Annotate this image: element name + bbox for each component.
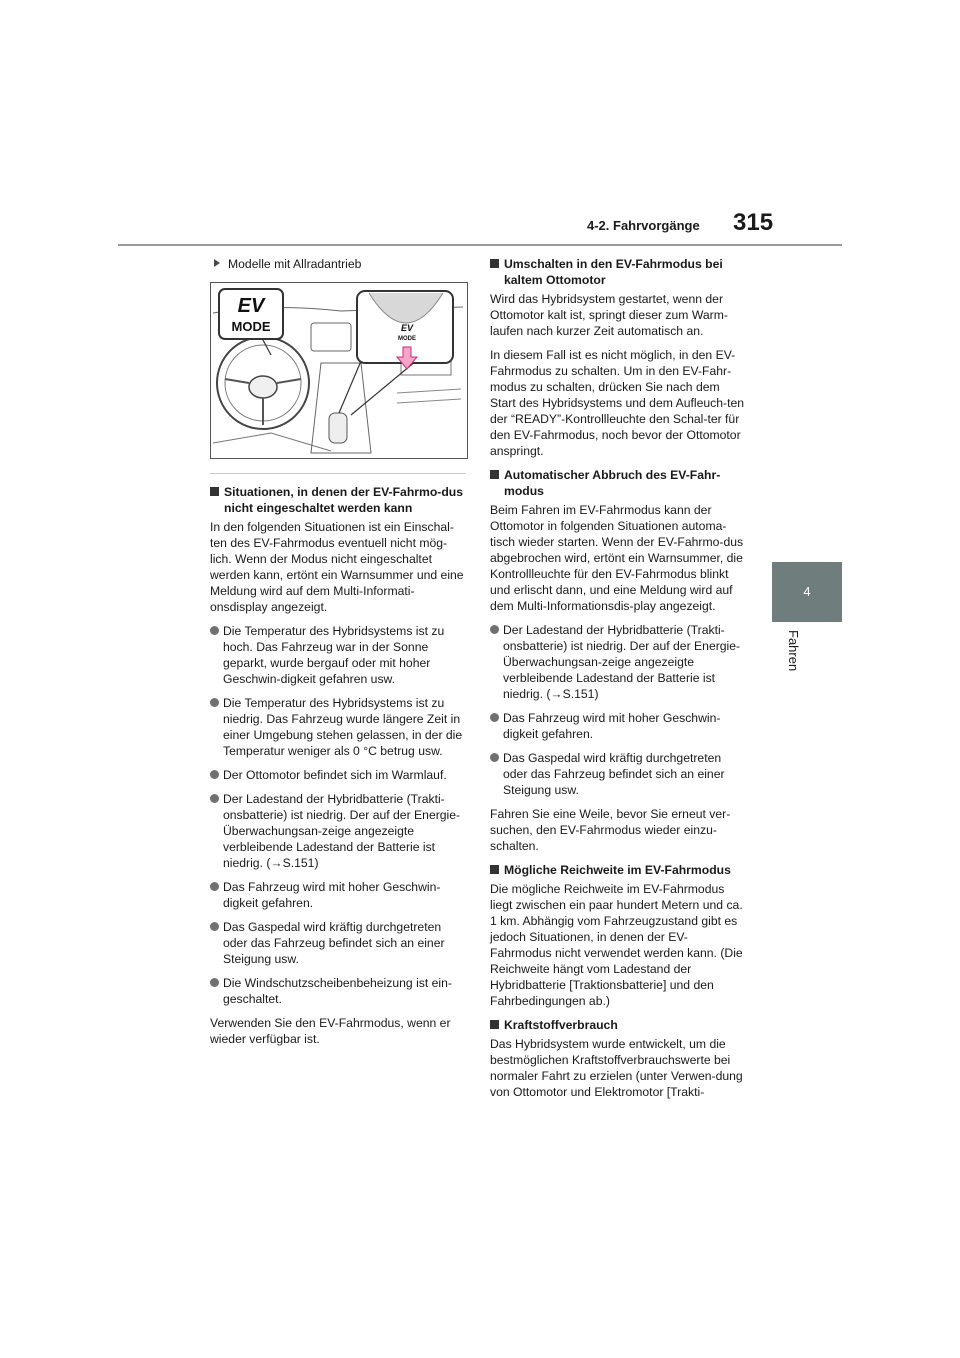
dashboard-illustration <box>210 282 468 459</box>
paragraph: Das Hybridsystem wurde entwickelt, um die bestmöglichen Kraftstoffverbrauchswerte bei normaler Fahrt zu erzielen (unter Verwen-dung von Ottomotor und Elektromotor [Trakti- <box>490 1037 743 1099</box>
heading-text: Kraftstoffverbrauch <box>504 1018 618 1032</box>
figure-caption-text: Modelle mit Allradantrieb <box>228 257 362 271</box>
paragraph: Fahren Sie eine Weile, bevor Sie erneut ver-suchen, den EV-Fahrmodus wieder einzu-schalten. <box>490 807 731 853</box>
section-title: 4-2. Fahrvorgänge <box>587 218 700 233</box>
list-item-text: Der Ottomotor befindet sich im Warmlauf. <box>223 768 447 782</box>
bullet-dot-icon <box>210 978 219 987</box>
heading-text: Mögliche Reichweite im EV-Fahrmodus <box>504 863 731 877</box>
bullet-dot-icon <box>210 882 219 891</box>
bullet-dot-icon <box>210 794 219 803</box>
bullet-dot-icon <box>490 713 499 722</box>
square-bullet-icon <box>490 865 499 874</box>
figure-divider <box>210 473 466 474</box>
list-item-text: Die Temperatur des Hybridsystems ist zu hoch. Das Fahrzeug war in der Sonne geparkt, wurde bergauf oder mit hoher Geschwin-digkeit gefahren usw. <box>223 624 445 686</box>
list-item-text: Die Windschutzscheibenbeheizung ist ein-geschaltet. <box>223 976 452 1006</box>
figure-caption <box>210 256 466 272</box>
paragraph: Wird das Hybridsystem gestartet, wenn der Ottomotor kalt ist, springt dieser zum Warm-laufen nach kurzer Zeit automatisch an. <box>490 292 728 338</box>
square-bullet-icon <box>490 259 499 268</box>
paragraph: Beim Fahren im EV-Fahrmodus kann der Ottomotor in folgenden Situationen automa-tisch wieder starten. Wenn der EV-Fahrmo-dus abgebrochen wird, ertönt ein Warnsummer, die Kontrollleuchte für den EV-Fahrmodus blinkt und erlischt dann, und eine Meldung wird auf dem Multi-Informationsdis-play angezeigt. <box>490 503 744 613</box>
heading-fuel <box>490 1017 746 1033</box>
list-item-text: Der Ladestand der Hybridbatterie (Trakti-onsbatterie) ist niedrig. Der auf der Energie-Überwachungsan-zeige angezeigte verbleibende Ladestand der Batterie ist niedrig. (→S.151) <box>503 623 741 701</box>
list-item <box>210 767 466 783</box>
heading-text: Umschalten in den EV-Fahrmodus bei kaltem Ottomotor <box>504 257 723 287</box>
heading-text: Situationen, in denen der EV-Fahrmo-dus nicht eingeschaltet werden kann <box>224 485 464 515</box>
paragraph: Die mögliche Reichweite im EV-Fahrmodus liegt zwischen ein paar hundert Metern und ca. 1 km. Abhängig vom Fahrzeugzustand gibt es jedoch Situationen, in denen der EV-Fahrmodus nicht verwendet werden kann. (Die Reichweite hängt vom Ladestand der Hybridbatterie [Traktionsbatterie] und den Fahrbedingungen ab.) <box>490 882 743 1008</box>
list-item <box>490 622 746 702</box>
triangle-icon <box>214 259 220 267</box>
paragraph: In diesem Fall ist es nicht möglich, in den EV-Fahrmodus zu schalten. Um in den EV-Fahr-modus zu schalten, drücken Sie nach dem Start des Hybridsystems und dem Aufleuch-ten der “READY”-Kontrollleuchte den Schal-ter für den EV-Fahrmodus, noch bevor der Ottomotor anspringt. <box>490 348 745 458</box>
heading-ev-unavailable <box>210 484 466 516</box>
ev-button-large-bottom: MODE <box>231 319 271 334</box>
square-bullet-icon <box>490 470 499 479</box>
header-divider <box>118 244 842 246</box>
list-item <box>210 879 466 911</box>
list-item <box>490 710 746 742</box>
ev-button-large-top: EV <box>237 295 265 317</box>
left-column <box>210 256 466 1055</box>
chapter-label: Fahren <box>786 630 801 672</box>
ev-button-small-bottom: MODE <box>398 336 416 342</box>
list-item-text: Der Ladestand der Hybridbatterie (Trakti-onsbatterie) ist niedrig. Der auf der Energie-Überwachungsan-zeige angezeigte verbleibende Ladestand der Batterie ist niedrig. (→S.151) <box>223 792 461 870</box>
list-item-text: Die Temperatur des Hybridsystems ist zu niedrig. Das Fahrzeug wurde längere Zeit in einer Umgebung stehen gelassen, in der die Temperatur weniger als 0 °C betrug usw. <box>223 696 463 758</box>
heading-range <box>490 862 746 878</box>
bullet-dot-icon <box>210 626 219 635</box>
paragraph: Verwenden Sie den EV-Fahrmodus, wenn er wieder verfügbar ist. <box>210 1016 451 1046</box>
list-item-text: Das Fahrzeug wird mit hoher Geschwin-digkeit gefahren. <box>503 711 721 741</box>
list-item <box>210 975 466 1007</box>
heading-text: Automatischer Abbruch des EV-Fahr-modus <box>504 468 721 498</box>
bullet-dot-icon <box>490 625 499 634</box>
list-item <box>210 791 466 871</box>
chapter-number: 4 <box>803 584 811 599</box>
square-bullet-icon <box>210 487 219 496</box>
list-item-text: Das Gaspedal wird kräftig durchgetreten oder das Fahrzeug befindet sich an einer Steigung usw. <box>223 920 445 966</box>
list-item <box>210 623 466 687</box>
ev-button-small-top: EV <box>400 323 414 333</box>
square-bullet-icon <box>490 1020 499 1029</box>
bullet-dot-icon <box>210 770 219 779</box>
list-item <box>490 750 746 798</box>
bullet-dot-icon <box>210 922 219 931</box>
chapter-tab <box>772 562 842 622</box>
list-item <box>210 919 466 967</box>
dashboard-drawing <box>211 283 467 458</box>
right-column <box>490 256 746 1108</box>
bullet-dot-icon <box>490 753 499 762</box>
bullet-dot-icon <box>210 698 219 707</box>
page-number: 315 <box>733 209 774 236</box>
heading-auto-cancel <box>490 467 746 499</box>
list-item <box>210 695 466 759</box>
heading-cold-engine <box>490 256 746 288</box>
list-item-text: Das Gaspedal wird kräftig durchgetreten oder das Fahrzeug befindet sich an einer Steigung usw. <box>503 751 725 797</box>
paragraph: In den folgenden Situationen ist ein Einschal-ten des EV-Fahrmodus eventuell nicht mög-lich. Wenn der Modus nicht eingeschaltet werden kann, ertönt ein Warnsummer und eine Meldung wird auf dem Multi-Informati-onsdisplay angezeigt. <box>210 520 464 614</box>
list-item-text: Das Fahrzeug wird mit hoher Geschwin-digkeit gefahren. <box>223 880 441 910</box>
